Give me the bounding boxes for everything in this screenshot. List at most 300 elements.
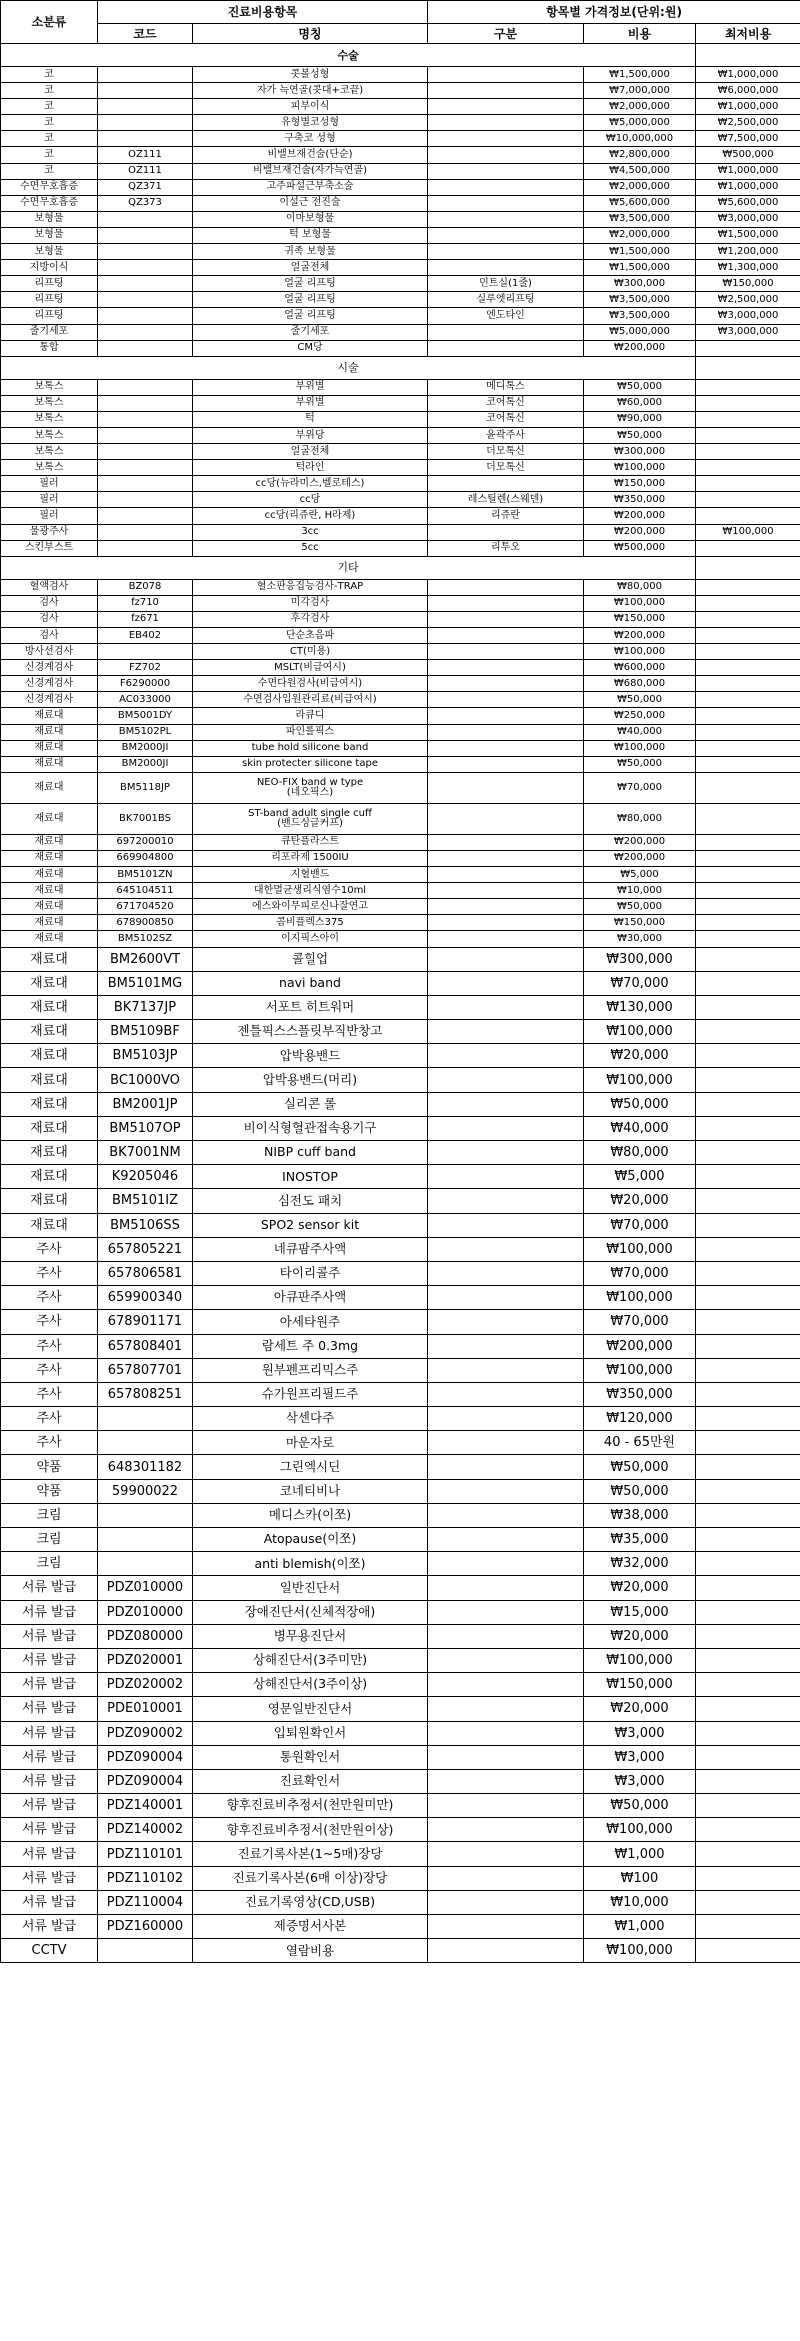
division-cell — [428, 131, 584, 147]
category-cell: 서류 발급 — [1, 1648, 98, 1672]
code-cell: PDZ140001 — [98, 1794, 193, 1818]
division-cell — [428, 1116, 584, 1140]
category-cell: 재료대 — [1, 1141, 98, 1165]
table-row — [1, 540, 800, 556]
name-cell: 얼굴전체 — [193, 260, 428, 276]
division-cell — [428, 971, 584, 995]
category-cell: 보톡스 — [1, 460, 98, 476]
category-cell: 서류 발급 — [1, 1600, 98, 1624]
min-cost-cell — [696, 340, 800, 356]
code-cell: 657806581 — [98, 1261, 193, 1285]
table-row — [1, 1213, 800, 1237]
name-cell: 얼굴 리프팅 — [193, 292, 428, 308]
min-cost-cell: ₩5,600,000 — [696, 195, 800, 211]
name-cell: 통원확인서 — [193, 1745, 428, 1769]
name-cell: 열람비용 — [193, 1939, 428, 1963]
code-cell: BK7001NM — [98, 1141, 193, 1165]
division-cell: 메디톡스 — [428, 379, 584, 395]
min-cost-cell — [696, 1890, 800, 1914]
name-cell: 입퇴원확인서 — [193, 1721, 428, 1745]
table-row — [1, 1503, 800, 1527]
division-cell — [428, 163, 584, 179]
name-cell: 진료기록사본(6매 이상)장당 — [193, 1866, 428, 1890]
name-cell: Atopause(이쪼) — [193, 1528, 428, 1552]
cost-cell: ₩200,000 — [584, 1334, 696, 1358]
cost-cell: ₩2,000,000 — [584, 99, 696, 115]
code-cell — [98, 395, 193, 411]
code-cell: BM5107OP — [98, 1116, 193, 1140]
min-cost-cell — [696, 1673, 800, 1697]
cost-cell: ₩7,000,000 — [584, 83, 696, 99]
table-row — [1, 460, 800, 476]
code-cell: BK7137JP — [98, 995, 193, 1019]
min-cost-cell — [696, 1939, 800, 1963]
code-cell — [98, 444, 193, 460]
table-row — [1, 131, 800, 147]
table-row — [1, 915, 800, 931]
cost-cell: ₩90,000 — [584, 411, 696, 427]
section-blank-cell — [696, 44, 800, 67]
cost-cell: ₩2,800,000 — [584, 147, 696, 163]
division-cell — [428, 244, 584, 260]
category-cell: 서류 발급 — [1, 1818, 98, 1842]
min-cost-cell: ₩2,500,000 — [696, 292, 800, 308]
min-cost-cell — [696, 1455, 800, 1479]
min-cost-cell — [696, 1261, 800, 1285]
name-cell: cc당 — [193, 492, 428, 508]
cost-cell: ₩3,000 — [584, 1721, 696, 1745]
category-cell: 리프팅 — [1, 308, 98, 324]
category-cell: 줄기세포 — [1, 324, 98, 340]
section-header-row — [1, 556, 800, 579]
name-cell: 이설근 전진술 — [193, 195, 428, 211]
table-row — [1, 1479, 800, 1503]
name-cell: 얼굴 리프팅 — [193, 276, 428, 292]
name-cell: 큐탄플라스트 — [193, 834, 428, 850]
division-cell — [428, 1794, 584, 1818]
code-cell — [98, 340, 193, 356]
min-cost-cell — [696, 1382, 800, 1406]
name-cell: 자가 늑연골(콧대+코끝) — [193, 83, 428, 99]
name-cell: 턱 보형물 — [193, 227, 428, 243]
table-row — [1, 611, 800, 627]
cost-cell: ₩50,000 — [584, 1455, 696, 1479]
cost-cell: ₩70,000 — [584, 1213, 696, 1237]
cost-cell: ₩100,000 — [584, 644, 696, 660]
table-row — [1, 379, 800, 395]
category-cell: 필러 — [1, 476, 98, 492]
cost-cell: ₩70,000 — [584, 772, 696, 803]
cost-cell: ₩5,000,000 — [584, 324, 696, 340]
division-cell — [428, 1915, 584, 1939]
cost-cell: ₩50,000 — [584, 899, 696, 915]
min-cost-cell — [696, 1044, 800, 1068]
min-cost-cell — [696, 1286, 800, 1310]
cost-cell: ₩300,000 — [584, 947, 696, 971]
division-cell — [428, 1576, 584, 1600]
table-row — [1, 1141, 800, 1165]
division-cell — [428, 660, 584, 676]
min-cost-cell — [696, 1237, 800, 1261]
min-cost-cell: ₩3,000,000 — [696, 308, 800, 324]
division-cell — [428, 1407, 584, 1431]
min-cost-cell — [696, 1068, 800, 1092]
category-cell: 서류 발급 — [1, 1697, 98, 1721]
code-cell — [98, 131, 193, 147]
cost-cell: ₩1,500,000 — [584, 260, 696, 276]
section-title: 수술 — [1, 44, 696, 67]
name-cell: 구축코 성형 — [193, 131, 428, 147]
division-cell: 엔도타인 — [428, 308, 584, 324]
section-title: 시술 — [1, 356, 696, 379]
cost-cell: ₩20,000 — [584, 1576, 696, 1600]
code-cell: 669904800 — [98, 850, 193, 866]
code-cell: AC033000 — [98, 692, 193, 708]
table-row — [1, 1407, 800, 1431]
min-cost-cell — [696, 427, 800, 443]
cost-cell: ₩100,000 — [584, 1818, 696, 1842]
category-cell: 서류 발급 — [1, 1745, 98, 1769]
min-cost-cell: ₩7,500,000 — [696, 131, 800, 147]
division-cell — [428, 834, 584, 850]
name-cell: 코네티비나 — [193, 1479, 428, 1503]
cost-cell: ₩15,000 — [584, 1600, 696, 1624]
table-row — [1, 1455, 800, 1479]
table-row — [1, 1068, 800, 1092]
code-cell — [98, 508, 193, 524]
name-cell: NEO-FIX band w type (네오픽스) — [193, 772, 428, 803]
division-cell — [428, 772, 584, 803]
cost-cell: ₩50,000 — [584, 756, 696, 772]
cost-cell: ₩600,000 — [584, 660, 696, 676]
cost-cell: ₩2,000,000 — [584, 227, 696, 243]
division-cell — [428, 995, 584, 1019]
name-cell: navi band — [193, 971, 428, 995]
division-cell: 코어톡신 — [428, 395, 584, 411]
min-cost-cell — [696, 1794, 800, 1818]
category-cell: 주사 — [1, 1334, 98, 1358]
division-cell — [428, 1600, 584, 1624]
division-cell — [428, 83, 584, 99]
code-cell: BM5101IZ — [98, 1189, 193, 1213]
table-row — [1, 850, 800, 866]
cost-cell: ₩200,000 — [584, 340, 696, 356]
table-row — [1, 476, 800, 492]
name-cell: 귀족 보형물 — [193, 244, 428, 260]
code-cell: BC1000VO — [98, 1068, 193, 1092]
code-cell — [98, 67, 193, 83]
name-cell: 이마보형물 — [193, 211, 428, 227]
min-cost-cell — [696, 947, 800, 971]
code-cell — [98, 1503, 193, 1527]
cost-cell: ₩100,000 — [584, 460, 696, 476]
min-cost-cell — [696, 1189, 800, 1213]
category-cell: 코 — [1, 67, 98, 83]
table-row — [1, 834, 800, 850]
division-cell — [428, 1068, 584, 1092]
code-cell — [98, 1552, 193, 1576]
category-cell: 검사 — [1, 595, 98, 611]
table-row — [1, 724, 800, 740]
category-cell: 크림 — [1, 1552, 98, 1576]
code-cell: PDZ090002 — [98, 1721, 193, 1745]
cost-cell: ₩200,000 — [584, 524, 696, 540]
section-title: 기타 — [1, 556, 696, 579]
min-cost-cell — [696, 1915, 800, 1939]
name-cell: 단순초음파 — [193, 628, 428, 644]
division-cell — [428, 1261, 584, 1285]
code-cell: BK7001BS — [98, 803, 193, 834]
category-cell: 재료대 — [1, 995, 98, 1019]
division-cell — [428, 99, 584, 115]
min-cost-cell — [696, 1818, 800, 1842]
min-cost-cell — [696, 628, 800, 644]
table-row — [1, 508, 800, 524]
min-cost-cell — [696, 444, 800, 460]
table-row — [1, 395, 800, 411]
division-cell — [428, 883, 584, 899]
division-cell: 레스틸렌(스웨덴) — [428, 492, 584, 508]
code-cell — [98, 1939, 193, 1963]
table-row — [1, 1044, 800, 1068]
cost-cell: ₩150,000 — [584, 476, 696, 492]
code-cell: 59900022 — [98, 1479, 193, 1503]
name-cell: NIBP cuff band — [193, 1141, 428, 1165]
table-header — [1, 1, 800, 44]
division-cell — [428, 611, 584, 627]
name-cell: 부위별 — [193, 379, 428, 395]
name-cell: 라큐디 — [193, 708, 428, 724]
division-cell — [428, 692, 584, 708]
code-cell: 678901171 — [98, 1310, 193, 1334]
name-cell: 압박용밴드 — [193, 1044, 428, 1068]
division-cell — [428, 708, 584, 724]
name-cell: 슈가원프리필드주 — [193, 1382, 428, 1406]
min-cost-cell — [696, 1503, 800, 1527]
min-cost-cell: ₩100,000 — [696, 524, 800, 540]
min-cost-cell — [696, 1479, 800, 1503]
min-cost-cell: ₩1,000,000 — [696, 179, 800, 195]
table-row — [1, 803, 800, 834]
name-cell: 줄기세포 — [193, 324, 428, 340]
division-cell — [428, 1721, 584, 1745]
code-cell — [98, 476, 193, 492]
code-cell — [98, 308, 193, 324]
table-row — [1, 115, 800, 131]
code-cell: PDZ110004 — [98, 1890, 193, 1914]
category-cell: 서류 발급 — [1, 1842, 98, 1866]
header-code: 코드 — [98, 24, 193, 44]
category-cell: 통합 — [1, 340, 98, 356]
category-cell: 보톡스 — [1, 427, 98, 443]
table-row — [1, 147, 800, 163]
code-cell: PDZ010000 — [98, 1576, 193, 1600]
table-row — [1, 756, 800, 772]
name-cell: 마운자로 — [193, 1431, 428, 1455]
table-row — [1, 644, 800, 660]
cost-cell: ₩40,000 — [584, 1116, 696, 1140]
name-cell: 진료기록영상(CD,USB) — [193, 1890, 428, 1914]
table-row — [1, 276, 800, 292]
table-row — [1, 708, 800, 724]
code-cell: K9205046 — [98, 1165, 193, 1189]
category-cell: 재료대 — [1, 803, 98, 834]
min-cost-cell — [696, 724, 800, 740]
cost-cell: ₩200,000 — [584, 628, 696, 644]
min-cost-cell — [696, 508, 800, 524]
category-cell: 주사 — [1, 1237, 98, 1261]
category-cell: 물광주사 — [1, 524, 98, 540]
code-cell: 648301182 — [98, 1455, 193, 1479]
category-cell: 필러 — [1, 492, 98, 508]
code-cell: PDZ140002 — [98, 1818, 193, 1842]
category-cell: 주사 — [1, 1358, 98, 1382]
name-cell: 부위당 — [193, 427, 428, 443]
cost-cell: ₩35,000 — [584, 1528, 696, 1552]
category-cell: 주사 — [1, 1431, 98, 1455]
name-cell: 상해진단서(3주이상) — [193, 1673, 428, 1697]
code-cell: PDZ080000 — [98, 1624, 193, 1648]
min-cost-cell — [696, 867, 800, 883]
category-cell: 재료대 — [1, 915, 98, 931]
table-row — [1, 1915, 800, 1939]
min-cost-cell — [696, 995, 800, 1019]
code-cell: BM2600VT — [98, 947, 193, 971]
cost-cell: ₩150,000 — [584, 611, 696, 627]
table-row — [1, 1794, 800, 1818]
header-min-cost: 최저비용 — [696, 24, 800, 44]
name-cell: SPO2 sensor kit — [193, 1213, 428, 1237]
code-cell — [98, 1407, 193, 1431]
code-cell: 697200010 — [98, 834, 193, 850]
code-cell: EB402 — [98, 628, 193, 644]
name-cell: 제증명서사본 — [193, 1915, 428, 1939]
min-cost-cell: ₩1,200,000 — [696, 244, 800, 260]
category-cell: 보형물 — [1, 244, 98, 260]
table-row — [1, 444, 800, 460]
cost-cell: ₩1,000 — [584, 1915, 696, 1939]
code-cell — [98, 460, 193, 476]
cost-cell: ₩4,500,000 — [584, 163, 696, 179]
division-cell — [428, 1286, 584, 1310]
min-cost-cell — [696, 850, 800, 866]
cost-cell: ₩100,000 — [584, 1237, 696, 1261]
table-row — [1, 772, 800, 803]
cost-cell: ₩100,000 — [584, 1020, 696, 1044]
code-cell: F6290000 — [98, 676, 193, 692]
category-cell: 서류 발급 — [1, 1721, 98, 1745]
cost-cell: ₩1,000 — [584, 1842, 696, 1866]
category-cell: 재료대 — [1, 1213, 98, 1237]
category-cell: 수면무호흡증 — [1, 179, 98, 195]
cost-cell: ₩100,000 — [584, 1648, 696, 1672]
min-cost-cell — [696, 883, 800, 899]
division-cell — [428, 947, 584, 971]
cost-cell: ₩70,000 — [584, 1261, 696, 1285]
min-cost-cell: ₩1,000,000 — [696, 99, 800, 115]
header-price-group: 항목별 가격정보(단위:원) — [428, 1, 800, 24]
category-cell: 재료대 — [1, 724, 98, 740]
division-cell — [428, 803, 584, 834]
name-cell: INOSTOP — [193, 1165, 428, 1189]
table-row — [1, 340, 800, 356]
division-cell — [428, 740, 584, 756]
table-row — [1, 1890, 800, 1914]
min-cost-cell — [696, 1141, 800, 1165]
min-cost-cell — [696, 1213, 800, 1237]
name-cell: 수면다원검사(비급여시) — [193, 676, 428, 692]
division-cell — [428, 260, 584, 276]
cost-cell: ₩70,000 — [584, 971, 696, 995]
category-cell: 재료대 — [1, 899, 98, 915]
table-row — [1, 947, 800, 971]
name-cell: 유형별코성형 — [193, 115, 428, 131]
division-cell: 리투오 — [428, 540, 584, 556]
table-row — [1, 1552, 800, 1576]
cost-cell: ₩3,500,000 — [584, 211, 696, 227]
name-cell: cc당(뉴라미스,벨로테스) — [193, 476, 428, 492]
name-cell: 타이리콜주 — [193, 1261, 428, 1285]
name-cell: 수면검사입원관리료(비급여시) — [193, 692, 428, 708]
name-cell: 영문일반진단서 — [193, 1697, 428, 1721]
cost-cell: ₩200,000 — [584, 834, 696, 850]
code-cell — [98, 540, 193, 556]
min-cost-cell — [696, 803, 800, 834]
table-row — [1, 1576, 800, 1600]
table-row — [1, 179, 800, 195]
name-cell: anti blemish(이쪼) — [193, 1552, 428, 1576]
name-cell: 턱 — [193, 411, 428, 427]
division-cell — [428, 1455, 584, 1479]
min-cost-cell — [696, 1624, 800, 1648]
min-cost-cell — [696, 595, 800, 611]
code-cell: PDZ020001 — [98, 1648, 193, 1672]
category-cell: 재료대 — [1, 1165, 98, 1189]
category-cell: 주사 — [1, 1310, 98, 1334]
min-cost-cell — [696, 1769, 800, 1793]
name-cell: 부위별 — [193, 395, 428, 411]
cost-cell: ₩3,500,000 — [584, 292, 696, 308]
cost-cell: ₩100,000 — [584, 595, 696, 611]
code-cell: 678900850 — [98, 915, 193, 931]
category-cell: 코 — [1, 131, 98, 147]
table-row — [1, 1769, 800, 1793]
min-cost-cell — [696, 1721, 800, 1745]
category-cell: 재료대 — [1, 931, 98, 947]
cost-cell: ₩100,000 — [584, 1939, 696, 1963]
category-cell: 서류 발급 — [1, 1673, 98, 1697]
min-cost-cell — [696, 395, 800, 411]
division-cell — [428, 115, 584, 131]
min-cost-cell — [696, 411, 800, 427]
cost-cell: ₩30,000 — [584, 931, 696, 947]
cost-cell: ₩100 — [584, 1866, 696, 1890]
category-cell: 방사선검사 — [1, 644, 98, 660]
division-cell — [428, 1431, 584, 1455]
min-cost-cell — [696, 676, 800, 692]
name-cell: 비밸브재건술(단순) — [193, 147, 428, 163]
min-cost-cell — [696, 1697, 800, 1721]
min-cost-cell — [696, 708, 800, 724]
table-row — [1, 195, 800, 211]
category-cell: 필러 — [1, 508, 98, 524]
header-cost: 비용 — [584, 24, 696, 44]
name-cell: 젠틀픽스스플릿부직반창고 — [193, 1020, 428, 1044]
code-cell: PDZ090004 — [98, 1745, 193, 1769]
category-cell: 재료대 — [1, 772, 98, 803]
min-cost-cell — [696, 492, 800, 508]
cost-cell: ₩350,000 — [584, 1382, 696, 1406]
